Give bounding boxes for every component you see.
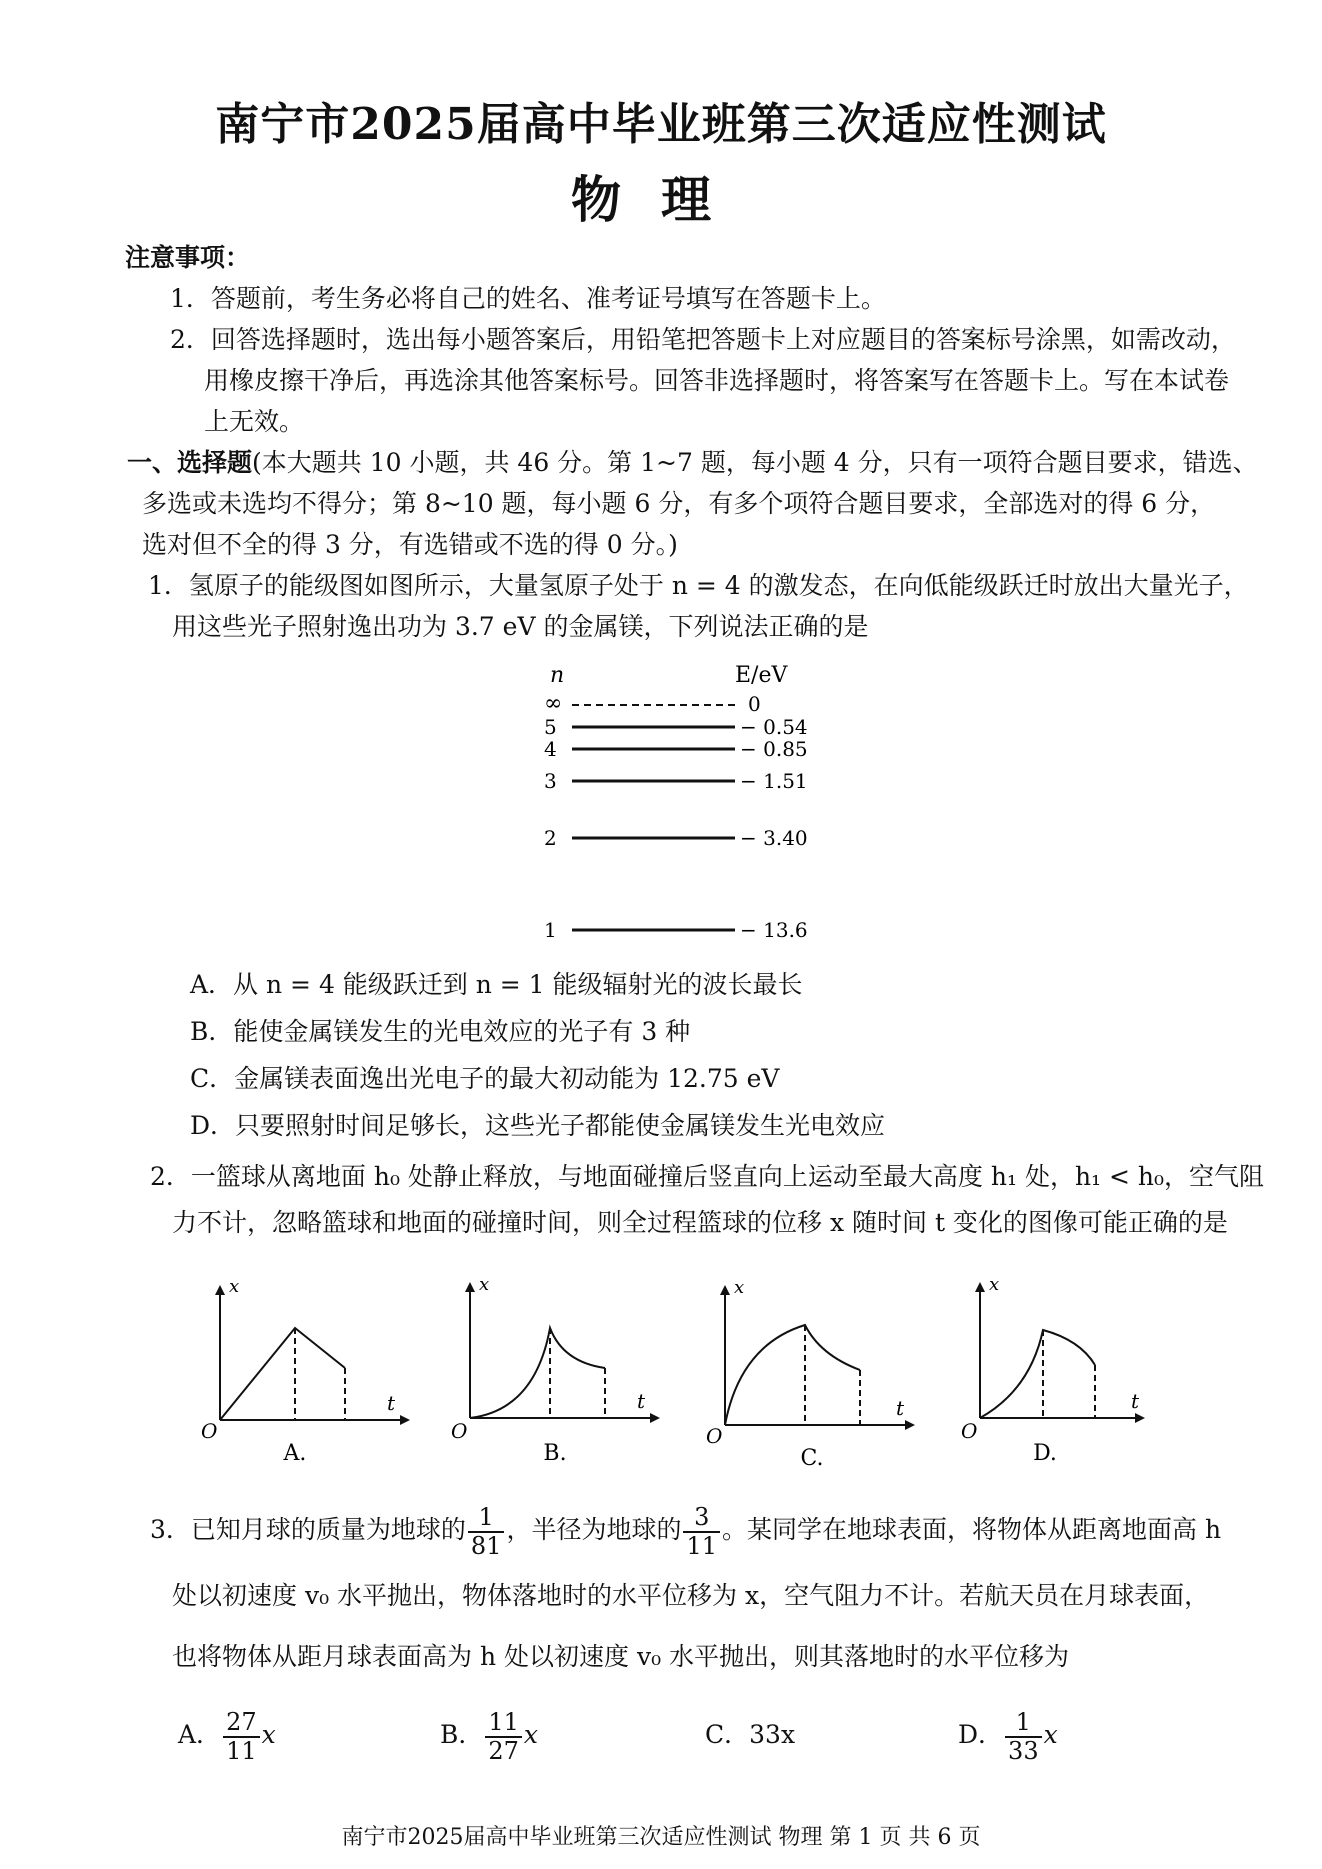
notice-item-2-line-3: 上无效。 xyxy=(204,407,305,436)
level-n-2: 2 xyxy=(544,826,557,850)
q3-stem-post: 。某同学在地球表面，将物体从距离地面高 h xyxy=(722,1515,1222,1544)
graph-b-t-label: t xyxy=(637,1389,646,1413)
q3-option-c: C．33x xyxy=(705,1720,796,1749)
q3-option-a: A． $\frac{27}{11}$ x xyxy=(178,1708,276,1765)
section-1-desc-3: 选对但不全的得 3 分，有选错或不选的得 0 分。) xyxy=(142,530,678,559)
q3-option-b: B． $\frac{11}{27}$ x xyxy=(440,1708,539,1765)
q1-option-c: C．金属镁表面逸出光电子的最大初动能为 12.75 eV xyxy=(190,1064,780,1093)
level-n-1: 1 xyxy=(544,918,557,942)
diagram-n-label: n xyxy=(550,663,565,688)
graph-b-curve xyxy=(470,1328,605,1418)
q3-option-d: D． $\frac{1}{33}$ x xyxy=(958,1708,1058,1765)
level-n-3: 3 xyxy=(544,769,557,793)
notice-item-2-line-2: 用橡皮擦干净后，再选涂其他答案标号。回答非选择题时，将答案写在答题卡上。写在本试卷 xyxy=(204,366,1230,395)
graph-b xyxy=(445,1270,665,1470)
notice-item-1: 1．答题前，考生务必将自己的姓名、准考证号填写在答题卡上。 xyxy=(170,284,886,313)
level-e-3: − 1.51 xyxy=(740,769,808,793)
section-1-desc-2: 多选或未选均不得分；第 8~10 题，每小题 6 分，有多个项符合题目要求，全部选对的得 6 分， xyxy=(142,489,1216,518)
q1-option-d: D．只要照射时间足够长，这些光子都能使金属镁发生光电效应 xyxy=(190,1111,886,1140)
level-e-2: − 3.40 xyxy=(740,826,808,850)
q1-stem-line-2: 用这些光子照射逸出功为 3.7 eV 的金属镁，下列说法正确的是 xyxy=(172,612,869,641)
q2-stem-line-1: 2．一篮球从离地面 h₀ 处静止释放，与地面碰撞后竖直向上运动至最大高度 h₁ 处，h₁ < h₀，空气阻 xyxy=(150,1162,1265,1191)
notice-heading: 注意事项： xyxy=(125,243,251,272)
q3-stem-pre: 3．已知月球的质量为地球的 xyxy=(150,1515,466,1544)
page-footer: 南宁市2025届高中毕业班第三次适应性测试 物理 第 1 页 共 6 页 xyxy=(341,1825,981,1850)
graph-d xyxy=(955,1270,1175,1470)
graph-d-curve xyxy=(980,1330,1095,1418)
level-n-4: 4 xyxy=(544,737,557,761)
q1-option-b: B．能使金属镁发生的光电效应的光子有 3 种 xyxy=(190,1017,691,1046)
q3-stem-mid: ，半径为地球的 xyxy=(506,1515,682,1544)
graph-c-t-label: t xyxy=(896,1396,905,1420)
q3-option-d-fraction: $\frac{1}{33}$ xyxy=(1005,1709,1042,1764)
q3-mass-fraction: $\frac{1}{81}$ xyxy=(468,1504,505,1559)
exam-title: 南宁市2025届高中毕业班第三次适应性测试 xyxy=(215,99,1107,150)
level-n-inf: ∞ xyxy=(544,691,563,716)
q1-stem-line-1: 1．氢原子的能级图如图所示，大量氢原子处于 n = 4 的激发态，在向低能级跃迁时放出大量光子， xyxy=(148,571,1249,600)
graph-d-x-label: x xyxy=(989,1274,1000,1295)
graph-c-label: C. xyxy=(800,1446,824,1471)
diagram-e-label: E/eV xyxy=(735,663,788,688)
graph-d-origin: O xyxy=(961,1419,978,1443)
graph-a xyxy=(195,1270,415,1470)
q3-stem-line-2: 处以初速度 v₀ 水平抛出，物体落地时的水平位移为 x，空气阻力不计。若航天员在月球表面， xyxy=(172,1581,1210,1610)
level-n-5: 5 xyxy=(544,715,557,739)
level-e-5: − 0.54 xyxy=(740,715,808,739)
graph-a-origin: O xyxy=(201,1419,218,1443)
level-e-1: − 13.6 xyxy=(740,918,808,942)
level-e-4: − 0.85 xyxy=(740,737,808,761)
section-1-line-1 xyxy=(127,448,1258,478)
level-e-inf: 0 xyxy=(748,692,761,716)
graph-b-label: B. xyxy=(543,1441,567,1466)
q3-stem-line-1 xyxy=(150,1500,1221,1560)
graph-a-t-label: t xyxy=(387,1391,396,1415)
section-1-desc-1: (本大题共 10 小题，共 46 分。第 1~7 题，每小题 4 分，只有一项符合题目要求，错选、 xyxy=(252,448,1258,477)
q3-stem-line-3: 也将物体从距月球表面高为 h 处以初速度 v₀ 水平抛出，则其落地时的水平位移为 xyxy=(172,1642,1070,1671)
graph-c-x-label: x xyxy=(734,1277,745,1298)
graph-b-origin: O xyxy=(451,1419,468,1443)
energy-level-diagram xyxy=(530,660,830,950)
graph-a-label: A. xyxy=(283,1441,307,1466)
q3-option-a-fraction: $\frac{27}{11}$ xyxy=(223,1709,260,1764)
graph-d-label: D. xyxy=(1033,1441,1057,1466)
q3-option-b-fraction: $\frac{11}{27}$ xyxy=(485,1709,522,1764)
section-1-heading: 一、选择题 xyxy=(127,448,253,477)
graph-c xyxy=(700,1275,920,1475)
graph-a-curve xyxy=(220,1328,345,1420)
graph-c-curve xyxy=(725,1325,860,1425)
q2-stem-line-2: 力不计，忽略篮球和地面的碰撞时间，则全过程篮球的位移 x 随时间 t 变化的图像可能正确的是 xyxy=(172,1208,1228,1237)
graph-d-t-label: t xyxy=(1131,1389,1140,1413)
notice-item-2-line-1: 2．回答选择题时，选出每小题答案后，用铅笔把答题卡上对应题目的答案标号涂黑，如需改动， xyxy=(170,325,1236,354)
q3-radius-fraction: $\frac{3}{11}$ xyxy=(683,1504,720,1559)
q1-option-a: A．从 n = 4 能级跃迁到 n = 1 能级辐射光的波长最长 xyxy=(190,970,803,999)
graph-b-x-label: x xyxy=(479,1274,490,1295)
graph-a-x-label: x xyxy=(229,1276,240,1297)
graph-c-origin: O xyxy=(706,1424,723,1448)
subject-title: 物理 xyxy=(571,170,751,229)
